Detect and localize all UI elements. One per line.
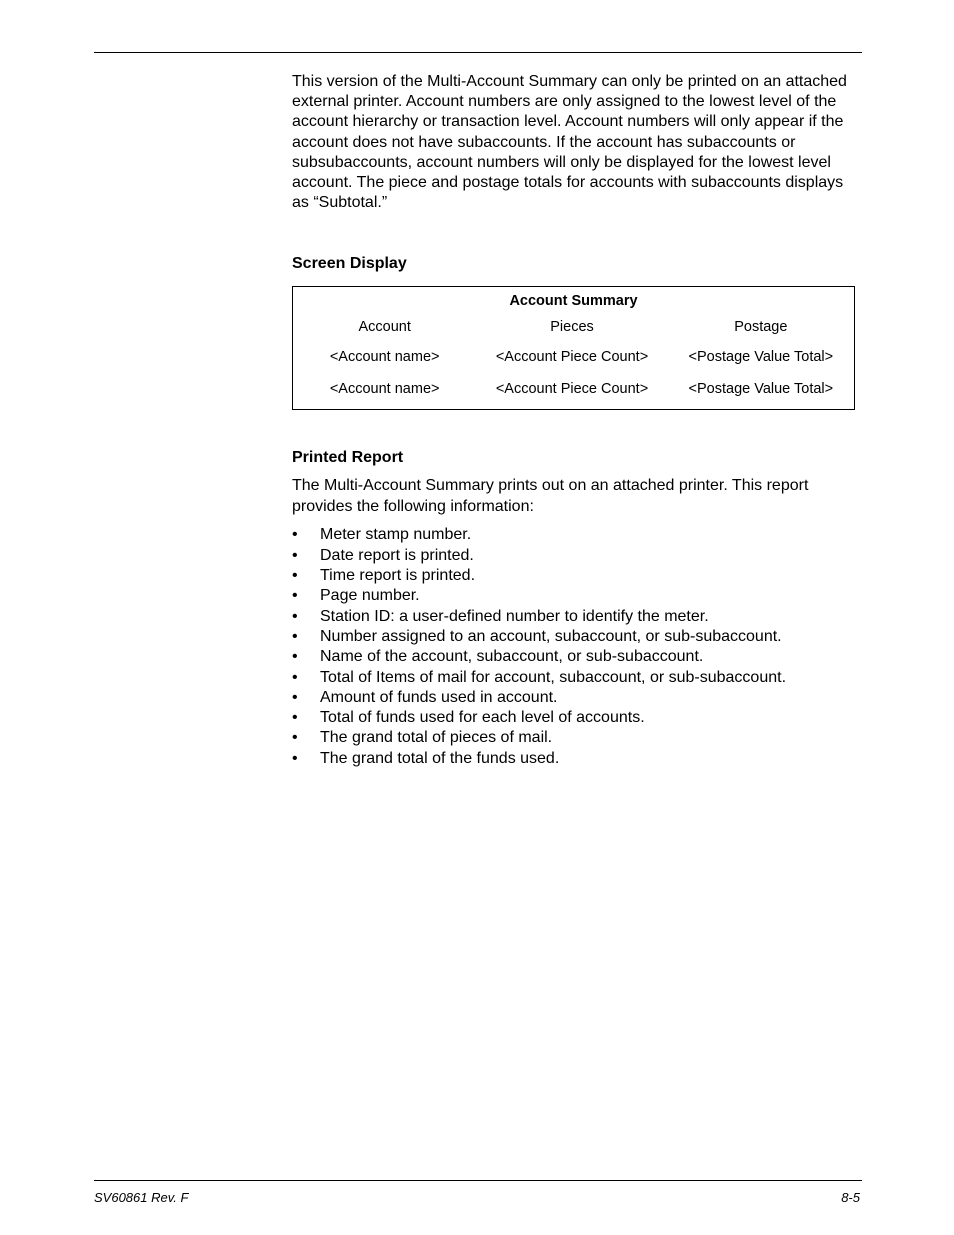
bullet-icon: • [292,627,298,645]
account-summary-title: Account Summary [509,293,638,310]
bullet-icon: • [292,526,298,544]
list-item-text: Page number. [320,587,420,605]
bullet-icon: • [292,749,298,767]
list-item [292,566,860,586]
list-item-text: Station ID: a user-defined number to identify the meter. [320,607,709,625]
postage-total-cell: <Postage Value Total> [688,380,834,397]
list-item-text: Amount of funds used in account. [320,688,558,706]
postage-total-cell: <Postage Value Total> [688,349,834,366]
column-header-postage: Postage [734,319,788,336]
list-item-text: Meter stamp number. [320,526,472,544]
document-id: SV60861 Rev. F [94,1190,189,1205]
piece-count-cell: <Account Piece Count> [495,349,649,366]
bullet-icon: • [292,648,298,666]
printed-report-heading: Printed Report [292,449,404,467]
bullet-icon: • [292,729,298,747]
account-name-cell: <Account name> [329,380,440,397]
list-item [292,688,860,708]
list-item [292,728,860,748]
list-item-text: Name of the account, subaccount, or sub-subaccount. [320,648,704,666]
list-item-text: Total of funds used for each level of accounts. [320,709,645,727]
bullet-icon: • [292,567,298,585]
header-rule [94,52,862,53]
account-summary-row [293,342,854,374]
list-item-text: The grand total of pieces of mail. [320,729,553,747]
account-summary-row [293,374,854,406]
printed-report-paragraph: The Multi-Account Summary prints out on an attached printer. This report provides the following information: [292,477,809,515]
bullet-icon: • [292,668,298,686]
piece-count-cell: <Account Piece Count> [495,380,649,397]
bullet-icon: • [292,546,298,564]
bullet-icon: • [292,709,298,727]
account-summary-header-row [293,312,854,342]
list-item [292,708,860,728]
list-item-text: Date report is printed. [320,546,474,564]
list-item-text: Time report is printed. [320,567,476,585]
list-item [292,607,860,627]
list-item [292,627,860,647]
bullet-icon: • [292,688,298,706]
screen-display-heading: Screen Display [292,255,407,273]
bullet-icon: • [292,607,298,625]
intro-paragraph: This version of the Multi-Account Summary can only be printed on an attached external printer. Account numbers are only assigned to the lowest level of the account hierarchy or transaction level. Account numbers will only appear if the account does not have subaccounts. If the account has subaccounts or subsubaccounts, account numbers will only be displayed for the lowest level account. The piece and postage totals for accounts with subaccounts displays as “Subtotal.” [292,73,847,212]
list-item-text: Total of Items of mail for account, subaccount, or sub-subaccount. [320,668,787,686]
account-name-cell: <Account name> [329,349,440,366]
list-item [292,749,860,769]
list-item [292,525,860,545]
page-number: 8-5 [841,1190,860,1205]
list-item-text: The grand total of the funds used. [320,749,560,767]
footer-rule [94,1180,862,1181]
page-content [292,72,860,769]
list-item [292,546,860,566]
list-item [292,668,860,688]
bullet-icon: • [292,587,298,605]
account-summary-box [292,286,855,410]
report-info-list [292,525,860,769]
column-header-account: Account [358,319,411,336]
column-header-pieces: Pieces [550,319,594,336]
list-item [292,647,860,667]
list-item [292,586,860,606]
list-item-text: Number assigned to an account, subaccount, or sub-subaccount. [320,627,782,645]
